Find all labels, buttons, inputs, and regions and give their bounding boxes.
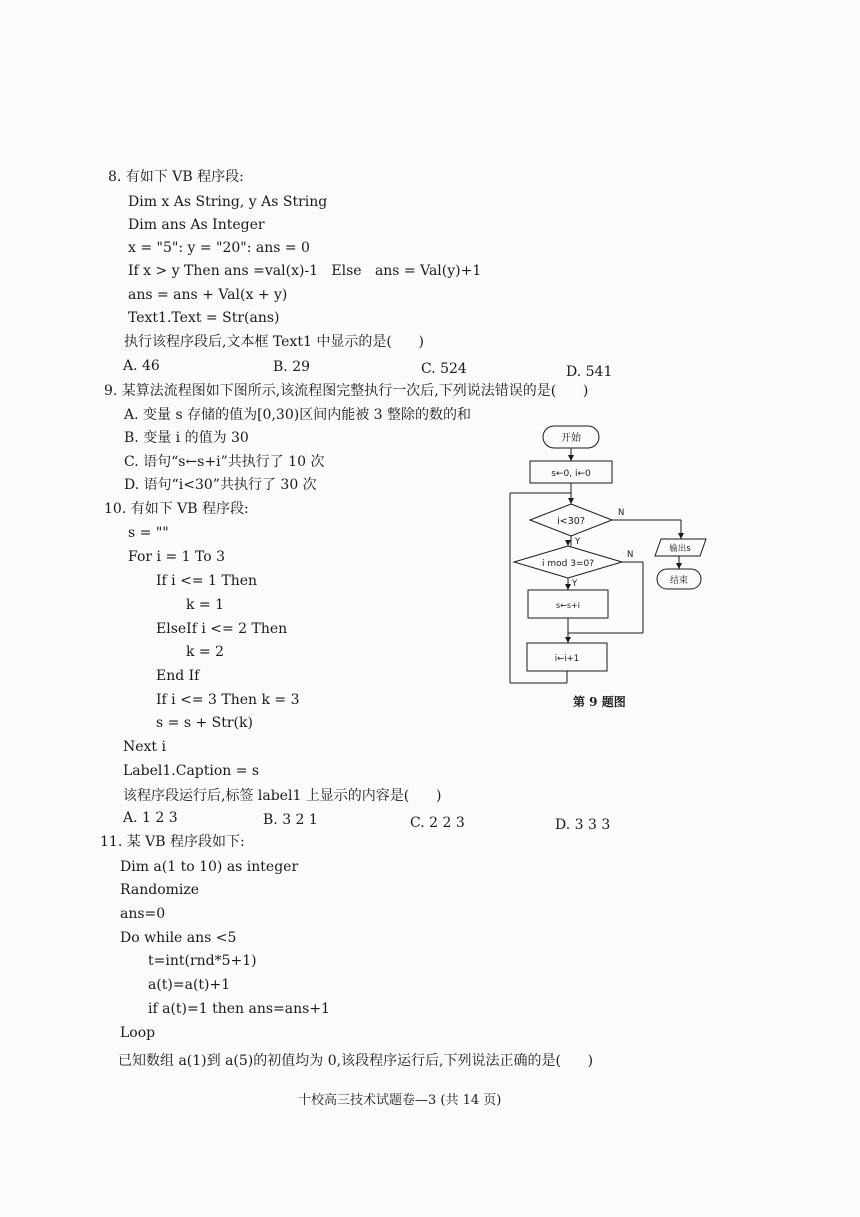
q11-code-line-7: if a(t)=1 then ans=ans+1 — [148, 1001, 330, 1017]
q11-code-line-8: Loop — [120, 1025, 156, 1041]
q10-code-line-10: Next i — [123, 739, 166, 755]
q8-code-line-4: If x > y Then ans =val(x)-1 Else ans = Val(y)+1 — [128, 263, 482, 279]
q11-code-line-3: ans=0 — [120, 906, 166, 922]
q10-code-line-5: ElseIf i <= 2 Then — [156, 621, 288, 637]
q8-code-line-2: Dim ans As Integer — [128, 217, 265, 233]
flowchart-caption: 第 9 题图 — [573, 695, 626, 709]
q11-code-line-1: Dim a(1 to 10) as integer — [120, 859, 299, 875]
flowchart-start-label: 开始 — [561, 433, 581, 444]
q8-code-line-5: ans = ans + Val(x + y) — [128, 287, 288, 303]
q9-option-c: C. 语句“s←s+i”共执行了 10 次 — [124, 454, 325, 470]
q9-stem: 9. 某算法流程图如下图所示,该流程图完整执行一次后,下列说法错误的是( ) — [104, 383, 589, 399]
q9-option-b: B. 变量 i 的值为 30 — [124, 430, 249, 446]
flowchart-cond2-label: i mod 3=0? — [542, 559, 594, 569]
q8-code-line-1: Dim x As String, y As String — [128, 194, 328, 210]
q10-question: 该程序段运行后,标签 label1 上显示的内容是( ) — [123, 788, 442, 804]
q8-question: 执行该程序段后,文本框 Text1 中显示的是( ) — [124, 334, 424, 350]
flowchart-add-label: s←s+i — [556, 601, 580, 610]
q10-code-line-7: End If — [156, 668, 200, 684]
flowchart-no-label-2: N — [627, 550, 634, 560]
q8-code-line-3: x = "5": y = "20": ans = 0 — [128, 240, 310, 256]
q10-code-line-4: k = 1 — [186, 597, 225, 613]
q10-code-line-2: For i = 1 To 3 — [128, 549, 226, 565]
q10-code-line-1: s = "" — [128, 525, 169, 541]
q10-code-line-11: Label1.Caption = s — [123, 763, 260, 779]
flowchart-no-label-1: N — [618, 508, 625, 518]
q8-option-c: C. 524 — [421, 361, 467, 377]
flowchart-cond1-label: i<30? — [557, 516, 585, 527]
q10-code-line-6: k = 2 — [186, 644, 225, 660]
q10-code-line-8: If i <= 3 Then k = 3 — [156, 692, 300, 708]
q8-option-b: B. 29 — [273, 359, 311, 375]
q11-code-line-4: Do while ans <5 — [120, 930, 237, 946]
flowchart-output-label: 输出s — [669, 544, 691, 554]
q10-option-c: C. 2 2 3 — [410, 815, 465, 831]
flowchart-yes-label-1: Y — [575, 537, 581, 547]
flowchart-inc-label: i←i+1 — [554, 654, 580, 664]
flowchart-end-label: 结束 — [669, 576, 689, 586]
q8-option-a: A. 46 — [123, 358, 160, 374]
page-footer: 十校高三技术试题卷—3 (共 14 页) — [298, 1093, 502, 1108]
q9-option-a: A. 变量 s 存储的值为[0,30)区间内能被 3 整除的数的和 — [124, 407, 471, 423]
q10-option-b: B. 3 2 1 — [263, 812, 318, 828]
q11-code-line-6: a(t)=a(t)+1 — [148, 977, 231, 993]
q11-code-line-5: t=int(rnd*5+1) — [148, 953, 257, 969]
flowchart-yes-label-2: Y — [572, 579, 578, 589]
q10-option-a: A. 1 2 3 — [123, 810, 178, 826]
flowchart-init-label: s←0, i←0 — [551, 469, 591, 479]
q9-option-d: D. 语句“i<30”共执行了 30 次 — [124, 477, 317, 493]
q10-stem: 10. 有如下 VB 程序段: — [104, 501, 249, 517]
q10-option-d: D. 3 3 3 — [555, 817, 611, 833]
q8-option-d: D. 541 — [566, 364, 613, 380]
q10-code-line-9: s = s + Str(k) — [156, 715, 253, 731]
q11-question: 已知数组 a(1)到 a(5)的初值均为 0,该段程序运行后,下列说法正确的是( ) — [118, 1053, 594, 1069]
q10-code-line-3: If i <= 1 Then — [156, 573, 258, 589]
q11-code-line-2: Randomize — [120, 882, 200, 898]
q8-code-line-6: Text1.Text = Str(ans) — [128, 310, 280, 326]
q8-stem: 8. 有如下 VB 程序段: — [108, 169, 244, 185]
q11-stem: 11. 某 VB 程序段如下: — [100, 834, 245, 850]
